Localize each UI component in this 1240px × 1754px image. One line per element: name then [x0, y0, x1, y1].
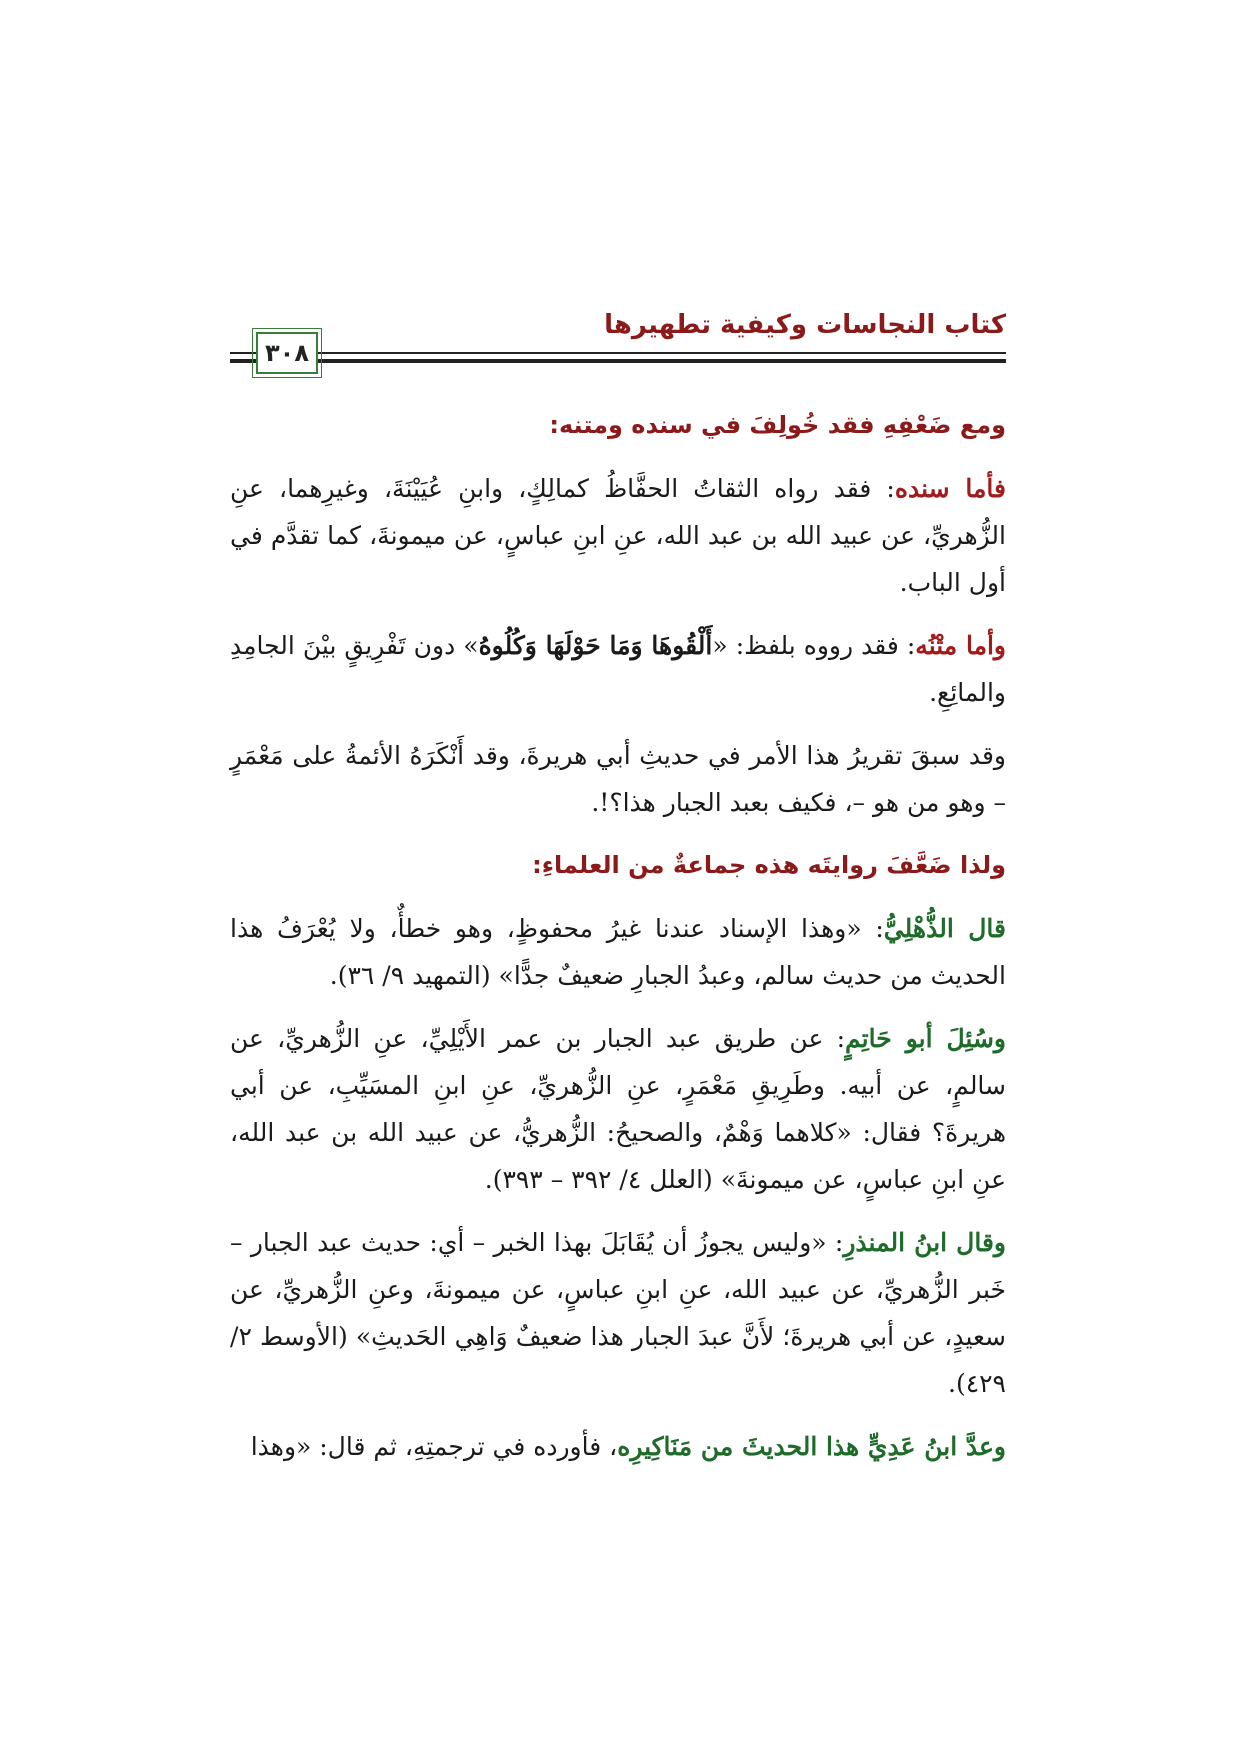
- page-body: [230, 402, 1006, 1486]
- label-ibn-mundhir: وقال ابنُ المنذرِ: [843, 1228, 1006, 1257]
- hadith-quote: أَلْقُوهَا وَمَا حَوْلَهَا وَكُلُوهُ: [478, 631, 713, 660]
- paragraph-ibn-mundhir: [230, 1219, 1006, 1407]
- label-isnad: فأما سنده: [894, 474, 1006, 503]
- paragraph-isnad: [230, 465, 1006, 606]
- label-matn: وأما متْنُه: [915, 631, 1006, 660]
- page-number: ٣٠٨: [265, 339, 309, 367]
- paragraph-ibn-adi-text: ، فأورده في ترجمتِهِ، ثم قال: «وهذا: [250, 1432, 618, 1461]
- page-number-badge: [256, 332, 318, 374]
- paragraph-matn-text-a: : فقد رووه بلفظ: «: [712, 631, 916, 660]
- paragraph-ibn-adi: [230, 1423, 1006, 1470]
- section-heading-2: ولذا ضَعَّفَ روايتَه هذه جماعةٌ من العلماءِ:: [532, 851, 1006, 879]
- paragraph-isnad-text: : فقد رواه الثقاتُ الحفَّاظُ كمالِكٍ، وابنِ عُيَيْنَةَ، وغيرِهما، عنِ الزُّهريِّ، عن عبيد الله بن عبد الله، عنِ ابنِ عباسٍ، عن ميمونةَ، كما تقدَّم في أول الباب.: [230, 474, 1006, 597]
- paragraph-abu-hatim: [230, 1015, 1006, 1203]
- paragraph-abu-hatim-text: : عن طريق عبد الجبار بن عمر الأَيْلِيِّ، عنِ الزُّهريِّ، عن سالمٍ، عن أبيه. وطَرِيقِ مَعْمَرٍ، عنِ الزُّهريِّ، عنِ ابنِ المسَيِّبِ، عن أبي هريرةَ؟ فقال: «كلاهما وَهْمٌ، والصحيحُ: الزُّهريُّ، عن عبيد الله بن عبد الله، عنِ ابنِ عباسٍ، عن ميمونةَ» (العلل ٤/ ٣٩٢ – ٣٩٣).: [230, 1024, 1006, 1194]
- paragraph-matn-text-b: » دون تَفْرِيقٍ بيْنَ الجامِدِ والمائِعِ.: [230, 631, 1006, 707]
- paragraph-ibn-mundhir-text: : «وليس يجوزُ أن يُقَابَلَ بهذا الخبر – أي: حديث عبد الجبار – خَبر الزُّهريِّ، عن عبيد الله، عنِ ابنِ عباسٍ، عن ميمونةَ، وعنِ الزُّهريِّ، عن سعيدٍ، عن أبي هريرةَ؛ لأَنَّ عبدَ الجبار هذا ضعيفٌ وَاهِي الحَديثِ» (الأوسط ٢/ ٤٢٩).: [230, 1228, 1006, 1398]
- paragraph-matn: [230, 622, 1006, 716]
- label-ibn-adi: وعدَّ ابنُ عَدِيٍّ هذا الحديثَ من مَنَاكِيرِه: [617, 1432, 1006, 1461]
- label-abu-hatim: وسُئِلَ أبو حَاتِمٍ: [845, 1024, 1006, 1053]
- section-heading-1: ومع ضَعْفِهِ فقد خُولِفَ في سنده ومتنه:: [549, 411, 1006, 439]
- header-rule-thick: [230, 359, 1006, 363]
- paragraph-dhuhli: [230, 905, 1006, 999]
- page-header: [230, 310, 1006, 390]
- header-rule-thin: [230, 352, 1006, 354]
- paragraph-taqrir: وقد سبقَ تقريرُ هذا الأمر في حديثِ أبي هريرةَ، وقد أَنْكَرَهُ الأئمةُ على مَعْمَرٍ – وهو من هو –، فكيف بعبد الجبار هذا؟!.: [230, 741, 1006, 817]
- paragraph-dhuhli-text: : «وهذا الإسناد عندنا غيرُ محفوظٍ، وهو خطأٌ، ولا يُعْرَفُ هذا الحديث من حديث سالم، وعبدُ الجبارِ ضعيفٌ جدًّا» (التمهيد ٩/ ٣٦).: [230, 914, 1006, 990]
- book-title: كتاب النجاسات وكيفية تطهيرها: [604, 310, 1006, 340]
- label-dhuhli: قال الذُّهْلِيُّ: [883, 914, 1007, 943]
